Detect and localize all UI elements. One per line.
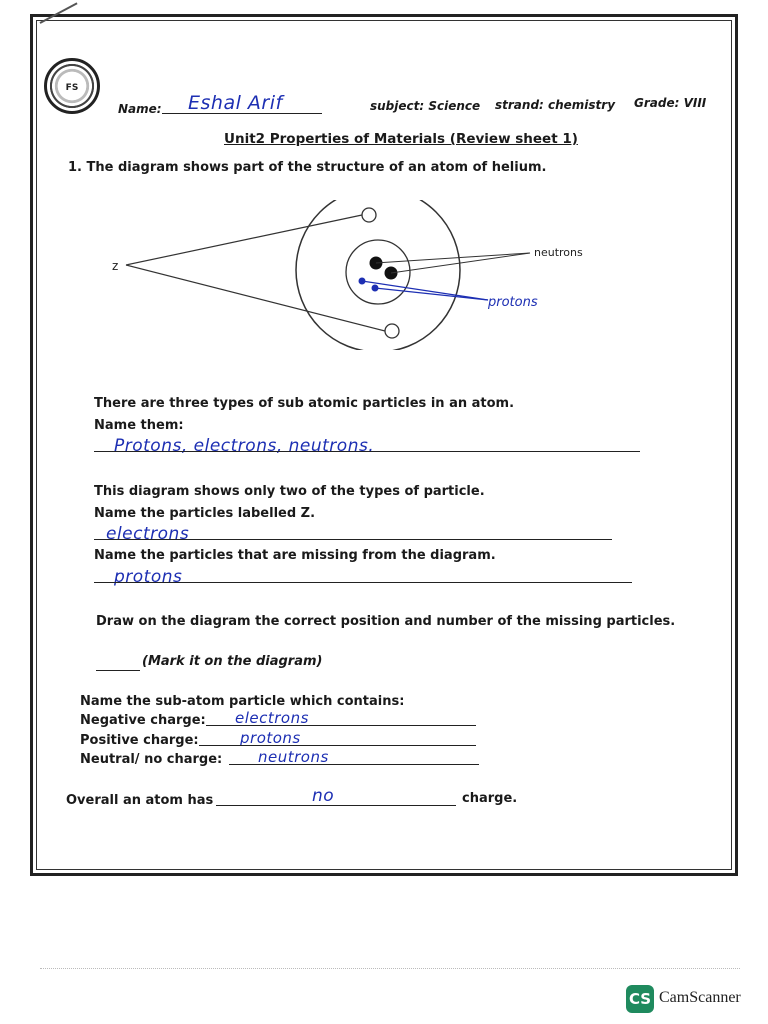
helium-atom-diagram: [100, 200, 620, 350]
proton-pointer-2: [375, 288, 488, 300]
electron-bottom: [385, 324, 399, 338]
proton-pointer-1: [362, 281, 488, 300]
missing-text: Name the particles that are missing from the diagram.: [94, 548, 496, 563]
name-value: Eshal Arif: [188, 92, 283, 114]
neutral-label: Neutral/ no charge:: [80, 752, 223, 767]
negative-label: Negative charge:: [80, 713, 206, 728]
mark-it-text: (Mark it on the diagram): [142, 654, 323, 669]
missing-line: [94, 582, 632, 583]
two-types-text: This diagram shows only two of the types of particle.: [94, 484, 485, 499]
neutral-line: [229, 764, 479, 765]
grade-text: Grade: VIII: [634, 96, 707, 110]
label-z: z: [112, 259, 119, 273]
z-pointer-line-top: [126, 215, 362, 265]
electron-shell: [296, 200, 460, 350]
label-protons: protons: [488, 295, 538, 310]
positive-line: [199, 745, 476, 746]
camscanner-watermark: CamScanner: [659, 989, 741, 1006]
strand-text: strand: chemistry: [495, 98, 616, 112]
name-line: [162, 113, 322, 114]
positive-label: Positive charge:: [80, 733, 199, 748]
subject-text: subject: Science: [370, 99, 481, 113]
labelled-z-text: Name the particles labelled Z.: [94, 506, 316, 521]
labelled-z-answer: electrons: [106, 524, 190, 544]
contains-text: Name the sub-atom particle which contains:: [80, 694, 405, 709]
three-types-text: There are three types of sub atomic particles in an atom.: [94, 396, 515, 411]
overall-label: Overall an atom has: [66, 793, 214, 808]
electron-top: [362, 208, 376, 222]
name-them-text: Name them:: [94, 418, 184, 433]
overall-answer: no: [312, 786, 335, 806]
school-logo: [44, 58, 100, 114]
missing-answer: protons: [114, 567, 183, 587]
name-them-line: [94, 451, 640, 452]
scan-edge: [40, 968, 740, 969]
negative-line: [206, 725, 476, 726]
logo-text: FS: [65, 83, 79, 93]
draw-instruction: Draw on the diagram the correct position and number of the missing particles.: [96, 614, 676, 629]
labelled-z-line: [94, 539, 612, 540]
negative-answer: electrons: [235, 709, 309, 727]
name-them-answer: Protons, electrons, neutrons.: [114, 436, 375, 456]
positive-answer: protons: [240, 729, 301, 747]
question-1: 1. The diagram shows part of the structure of an atom of helium.: [68, 160, 547, 175]
overall-end: charge.: [462, 791, 518, 806]
neutron-pointer-1: [376, 253, 530, 263]
neutral-answer: neutrons: [258, 748, 329, 766]
name-label: Name:: [118, 102, 162, 116]
worksheet-title: Unit2 Properties of Materials (Review sheet 1): [224, 131, 578, 147]
label-neutrons: neutrons: [534, 246, 583, 259]
overall-line: [216, 805, 456, 806]
mark-it-line: [96, 670, 140, 671]
camscanner-logo-icon: CS: [626, 985, 654, 1013]
